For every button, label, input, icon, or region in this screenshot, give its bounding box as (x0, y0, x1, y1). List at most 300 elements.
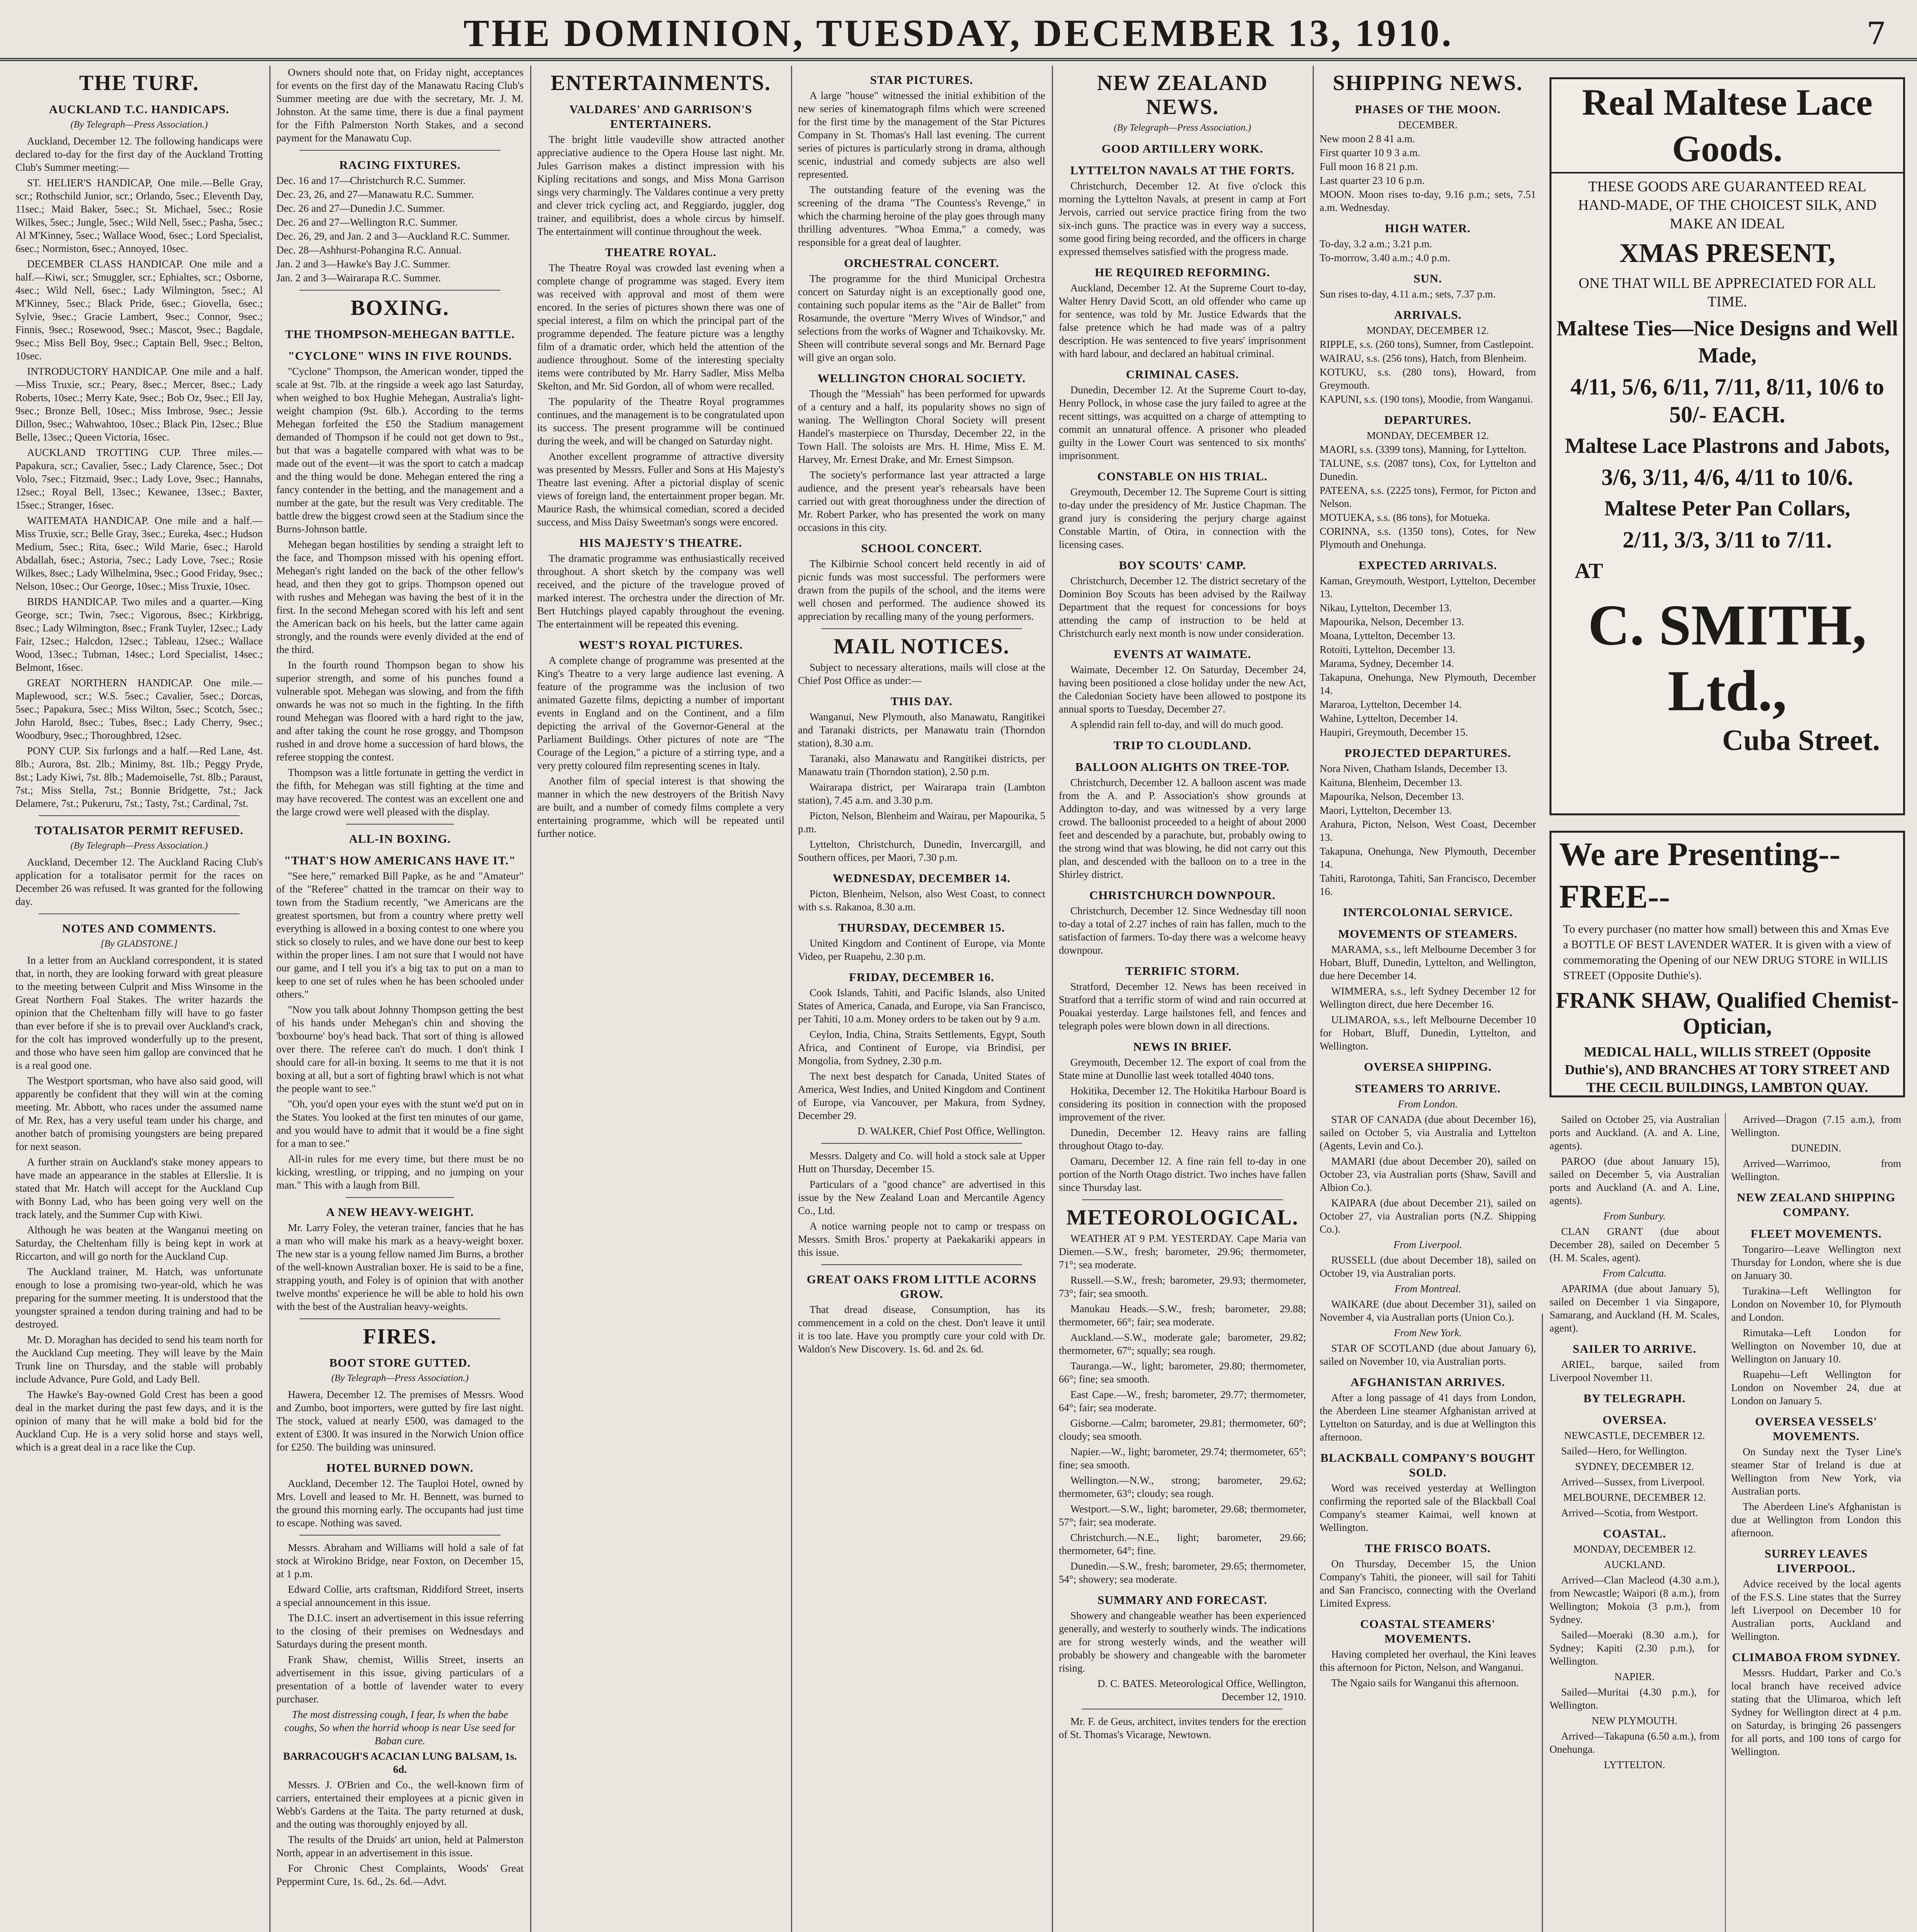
shipping-item: RUSSELL (due about December 18), sailed on October 19, via Australian ports. (1320, 1254, 1536, 1279)
advert-xmas: XMAS PRESENT, (1619, 238, 1835, 268)
advert-at: AT (1575, 559, 1603, 583)
article-paragraph: Auckland, December 12. The Tauploi Hotel, owned by Mrs. Lovell and leased to Mr. H. Bennett, was burned to the ground this morning early. The occupants had just time to escape. Nothing was saved. (276, 1478, 524, 1529)
page-number: 7 (1866, 15, 1886, 51)
section-heading-entertainments: ENTERTAINMENTS. (551, 71, 771, 95)
subheading: CLIMABOA FROM SYDNEY. (1732, 1650, 1900, 1664)
subheading: COASTAL. (1603, 1527, 1666, 1540)
subheading: BOY SCOUTS' CAMP. (1119, 558, 1246, 572)
section-heading-meteorological: METEOROLOGICAL. (1066, 1206, 1299, 1230)
shipping-item: Maori, Lyttelton, December 13. (1320, 804, 1452, 816)
weather-report: Auckland.—S.W., moderate gale; barometer, 29.82; thermometer, 67°; squally; sea rough. (1059, 1332, 1306, 1356)
advert-text: ONE THAT WILL BE APPRECIATED FOR ALL TIME. (1579, 275, 1876, 310)
shipping-item: MAMARI (due about December 20), sailed on October 23, via Australian ports (Shaw, Savill and Albion Co.). (1320, 1155, 1536, 1193)
weather-report: Napier.—W., light; barometer, 29.74; thermometer, 65°; fine; sea smooth. (1059, 1446, 1306, 1471)
frank-shaw-advert (1550, 831, 1905, 1097)
advert-item: Maltese Ties—Nice Designs and Well Made, (1556, 316, 1898, 367)
list-line: Last quarter 23 10 6 p.m. (1320, 175, 1425, 186)
notice-paragraph: A notice warning people not to camp or trespass on Messrs. Smith Bros.' property at Paekakariki appears in this issue. (798, 1220, 1045, 1258)
subheading: HOTEL BURNED DOWN. (326, 1461, 474, 1475)
notice-paragraph: For Chronic Chest Complaints, Woods' Great Peppermint Cure, 1s. 6d., 2s. 6d.—Advt. (276, 1862, 524, 1887)
list-line: From Calcutta. (1602, 1267, 1667, 1279)
weather-report: Wellington.—N.W., strong; barometer, 29.62; thermometer, 63°; cloudy; sea rough. (1059, 1475, 1306, 1499)
shipping-item: ULIMAROA, s.s., left Melbourne December 10 for Hobart, Bluff, Dunedin, Lyttelton, and Wellington. (1320, 1014, 1536, 1052)
subheading: CONSTABLE ON HIS TRIAL. (1097, 469, 1268, 483)
shipping-item: Mapourika, Nelson, December 13. (1320, 791, 1464, 802)
shipping-item: Mapourika, Nelson, December 13. (1320, 616, 1464, 628)
subheading: VALDARES' AND GARRISON'S ENTERTAINERS. (569, 102, 752, 131)
shipping-item: STAR OF CANADA (due about December 16), sailed on October 5, via Australia and Lyttelton (Agents, Levin and Co.). (1320, 1114, 1536, 1151)
article-paragraph: Auckland, December 12. At the Supreme Court to-day, Walter Henry David Scott, an old offender who came up for sentence, was told by Mr. Justice Edwards that the false pretence which he had made was of a paltry description. He was sentenced to five years' imprisonment with hard labour, and declared an habitual criminal. (1059, 282, 1306, 359)
subheading: HIGH WATER. (1385, 221, 1471, 235)
shipping-item: Arrived—Clan Macleod (4.30 a.m.), from Newcastle; Waipori (8 a.m.), from Wellington; Mokoia (3 p.m.), from Sydney. (1550, 1574, 1720, 1625)
shipping-item: KOTUKU, s.s. (280 tons), Howard, from Greymouth. (1320, 366, 1536, 391)
subheading: OVERSEA. (1602, 1413, 1667, 1427)
article-paragraph: "Now you talk about Johnny Thompson getting the best of his hands under Mehegan's chin and shoving the 'boxbourne' boy's head back. That sort of thing is allowed over there. The referee can't do much. I don't think I should care for all-in boxing. It seems to me that it is not boxing at all, but a sort of fighting brawl which is not what the people want to see." (276, 1004, 524, 1094)
weather-report: Westport.—S.W., light; barometer, 29.68; thermometer, 57°; fair; sea moderate. (1059, 1503, 1306, 1528)
mail-item: Wanganui, New Plymouth, also Manawatu, Rangitikei and Taranaki districts, per Manawatu train (Thorndon station), 8.30 a.m. (798, 711, 1045, 749)
subheading: SAILER TO ARRIVE. (1573, 1342, 1696, 1355)
subheading: "CYCLONE" WINS IN FIVE ROUNDS. (288, 349, 512, 362)
advert-text: THESE GOODS ARE GUARANTEED REAL HAND-MADE, OF THE CHOICEST SILK, AND MAKE AN IDEAL (1578, 179, 1877, 232)
list-line: DUNEDIN. (1791, 1142, 1841, 1154)
article-paragraph: The popularity of the Theatre Royal programmes continues, and the management is to be congratulated upon its success. The present programme will be continued during the week, and will be changed on Saturday night. (537, 396, 784, 447)
advert-merchant: FRANK SHAW, Qualified Chemist-Optician, (1556, 988, 1899, 1039)
shipping-item: Nora Niven, Chatham Islands, December 13. (1320, 763, 1507, 774)
subheading: AFGHANISTAN ARRIVES. (1350, 1375, 1505, 1389)
subheading: STAR PICTURES. (870, 73, 973, 87)
list-line: From London. (1398, 1098, 1458, 1110)
subheading: PHASES OF THE MOON. (1355, 102, 1501, 116)
shipping-item: WAIKARE (due about December 31), sailed on November 4, via Australian ports (Union Co.). (1320, 1298, 1536, 1323)
subheading: NEWS IN BRIEF. (1133, 1040, 1232, 1053)
article-paragraph: After a long passage of 41 days from London, the Aberdeen Line steamer Afghanistan arrived at Lyttelton on Saturday, and is due at Wellington this afternoon. (1320, 1392, 1536, 1443)
article-paragraph: Auckland, December 12. The following handicaps were declared to-day for the first day of the Auckland Trotting Club's Summer meeting:— (15, 135, 263, 173)
subheading: BALLOON ALIGHTS ON TREE-TOP. (1075, 760, 1290, 774)
shipping-item: Arrived—Takapuna (6.50 a.m.), from Onehunga. (1550, 1730, 1720, 1755)
article-paragraph: "Oh, you'd open your eyes with the stunt we'd put on in the States. You looked at the first ten minutes of our game, and you would have to admit that it would be a fine sight for a man to see." (276, 1098, 524, 1149)
column-6 (1320, 66, 1536, 1932)
mail-item: Picton, Nelson, Blenheim and Wairau, per Mapourika, 5 p.m. (798, 810, 1045, 835)
shipping-item: MARAMA, s.s., left Melbourne December 3 for Hobart, Bluff, Dunedin, Lyttelton, and Wellington, due here December 14. (1320, 944, 1536, 981)
mail-item: Lyttelton, Christchurch, Dunedin, Invercargill, and Southern offices, per Maori, 7.30 p.m. (798, 838, 1045, 863)
column-rule (1052, 66, 1053, 1932)
fixture-item: Dec. 16 and 17—Christchurch R.C. Summer. (276, 175, 466, 186)
article-paragraph: A further strain on Auckland's stake money appears to have made an appearance in the stables at Ellerslie. It is stated that Mr. Hatch will accept for the Auckland Cup with Bonny Lad, who has been going very well on the track lately, and the Summer Cup with Kiwi. (15, 1156, 263, 1220)
subheading: THEATRE ROYAL. (605, 245, 716, 259)
divider (821, 628, 1022, 629)
article-paragraph: Mr. Larry Foley, the veteran trainer, fancies that he has a man who will make his mark as a heavy-weight boxer. The new star is a young fellow named Jim Burns, a brother of the well-known Australian boxer. He is said to be a fine, strapping youth, and Foley is of opinion that with another twelve months' experience he will be able to hold his own with the best of the Australian heavy-weights. (276, 1222, 524, 1312)
shipping-item: Arrived—Sussex, from Liverpool. (1561, 1476, 1705, 1488)
article-paragraph: Mr. D. Moraghan has decided to send his team north for the Auckland Cup meeting. They will leave by the Main Trunk line on Thursday, and the stable will probably include Advance, Pure Gold, and Lady Bell. (15, 1334, 263, 1385)
shipping-item: RIPPLE, s.s. (260 tons), Sumner, from Castlepoint. (1320, 338, 1534, 350)
subheading: SURREY LEAVES LIVERPOOL. (1764, 1547, 1868, 1575)
article-paragraph: The programme for the third Municipal Orchestra concert on Saturday night is an exceptionally good one, containing such popular items as the "Air de Ballet" from Rosamunde, the overture "Merry Wives of Windsor," and selections from the works of Wagner and Tchaikovsky. Mr. Sheen will contribute several songs and Mr. Bernard Page will give an organ solo. (798, 273, 1045, 363)
article-paragraph: Advice received by the local agents of the F.S.S. Line states that the Surrey left Liverpool on December 10 for Australian ports, Auckland and Wellington. (1731, 1578, 1901, 1642)
subheading: MOVEMENTS OF STEAMERS. (1338, 927, 1518, 940)
subheading: CRIMINAL CASES. (1126, 367, 1239, 381)
signature: D. C. BATES. Meteorological Office, Wellington, December 12, 1910. (1097, 1678, 1306, 1702)
shipping-item: Sailed on October 25, via Australian ports and Auckland. (A. and A. Line, agents). (1550, 1114, 1720, 1151)
shipping-item: WAIRAU, s.s. (256 tons), Hatch, from Blenheim. (1320, 352, 1527, 364)
credit-line: [By GLADSTONE.] (100, 939, 178, 949)
shipping-item: Arrived—Warrimoo, from Wellington. (1731, 1158, 1901, 1182)
article-paragraph: A large "house" witnessed the initial exhibition of the new series of kinematograph films which were screened for the first time by the management of the Star Pictures Company in St. Thomas's Hall last evening. The current series of pictures is particularly strong in drama, although scenic, industrial and comedy subjects are also well represented. (798, 90, 1045, 180)
subheading: EVENTS AT WAIMATE. (1114, 647, 1251, 661)
divider (39, 913, 240, 914)
advert-price: 4/11, 5/6, 6/11, 7/11, 8/11, 10/6 to 50/- EACH. (1570, 374, 1884, 427)
shipping-item: Kaituna, Blenheim, December 13. (1320, 777, 1462, 788)
weather-report: East Cape.—W., fresh; barometer, 29.77; thermometer, 64°; fair; sea moderate. (1059, 1389, 1306, 1413)
article-paragraph: That dread disease, Consumption, has its commencement in a cold on the chest. Don't leave it until it is too late. Have you promptly cure your cold with Dr. Waldon's New Discovery. 1s. 6d. and 2s. 6d. (798, 1304, 1045, 1355)
shipping-item: Tahiti, Rarotonga, Tahiti, San Francisco, December 16. (1320, 872, 1536, 897)
shipping-item: MOTUEKA, s.s. (86 tons), for Motueka. (1320, 512, 1490, 523)
fixture-item: Dec. 28—Ashhurst-Pohangina R.C. Annual. (276, 244, 462, 256)
shipping-item: Wahine, Lyttelton, December 14. (1320, 713, 1458, 724)
article-paragraph: BIRDS HANDICAP. Two miles and a quarter.—King George, scr.; Twin, 7sec.; Vigorous, 8sec.; Kirkbrigg, 8sec.; Lady Wilmington, 8sec.; Frank Tuyler, 12sec.; Lady Fair, 12sec.; Halcdon, 12sec.; Tableau, 12sec.; Wallace Wood, 13sec.; Tubman, 14sec.; Lord Specialist, 14sec.; Belmont, 16sec. (15, 596, 263, 673)
list-line: From Sunbury. (1603, 1210, 1666, 1222)
list-line: Sun rises to-day, 4.11 a.m.; sets, 7.37 p.m. (1320, 288, 1496, 300)
article-paragraph: Another excellent programme of attractive diversity was presented by Messrs. Fuller and Sons at His Majesty's Theatre last evening. After a pictorial display of scenic views of foreign land, the entertainment proper began. Mr. Maurice Rash, the whimsical comedian, scored a decided success, and Miss Daisy Sweetman's songs were encored. (537, 451, 784, 528)
shipping-item: PATEENA, s.s. (2225 tons), Fermor, for Picton and Nelson. (1320, 485, 1536, 509)
article-paragraph: A splendid rain fell to-day, and will do much good. (1070, 719, 1283, 730)
notice-paragraph: Frank Shaw, chemist, Willis Street, inserts an advertisement in this issue, giving particulars of a presentation of a bottle of lavender water to every purchaser. (276, 1654, 524, 1705)
subheading: WEDNESDAY, DECEMBER 14. (833, 871, 1010, 885)
list-line: To-morrow, 3.40 a.m.; 4.0 p.m. (1320, 252, 1450, 264)
article-paragraph: INTRODUCTORY HANDICAP. One mile and a half.—Miss Truxie, scr.; Peary, 8sec.; Mercer, 8sec.; Lady Roberts, 10sec.; Merry Kate, 9sec.; Bob Oz, 9sec.; Ell Jay, 9sec.; Bronze Bell, 10sec.; Miss Imbrose, 9sec.; Jessie Dillon, 9sec.; Wahwahtoo, 10sec.; Black Pin, 12sec.; Blue Belle, 13sec.; Queen Victoria, 16sec. (15, 366, 263, 443)
column-rule (1313, 66, 1314, 1932)
subheading: INTERCOLONIAL SERVICE. (1343, 905, 1513, 919)
article-paragraph: Thompson was a little fortunate in getting the verdict in the fifth, for Mehegan was still fighting at the time and may have recovered. The contest was an excellent one and the large crowd were well pleased with the display. (276, 767, 524, 818)
shipping-item: Arrived—Dragon (7.15 a.m.), from Wellington. (1731, 1114, 1901, 1138)
article-paragraph: Dunedin, December 12. Heavy rains are falling throughout Otago to-day. (1059, 1127, 1306, 1151)
article-paragraph: Having completed her overhaul, the Kini leaves this afternoon for Picton, Nelson, and Wanganui. (1320, 1648, 1536, 1673)
shipping-item: Nikau, Lyttelton, December 13. (1320, 602, 1452, 614)
article-paragraph: The outstanding feature of the evening was the screening of the drama "The Countess's Revenge," in which the charming heroine of the play goes through many thrilling adventures. "Whoa Emma," a comedy, was responsible for a great deal of laughter. (798, 184, 1045, 248)
mail-item: The next best despatch for Canada, United States of America, West Indies, and United Kingdom and Continent of Europe, via Vancouver, per Makura, from Sydney, December 29. (798, 1070, 1045, 1121)
article-paragraph: The Theatre Royal was crowded last evening when a complete change of programme was staged. Every item was received with approval and most of them were encored. In the series of pictures shown there was one of special interest, a film on which the principal part of the programme depended. The feature picture was a lengthy film of a dramatic order, which held the attention of the audience throughout. Some of the interesting specialty items were contributed by Mr. Harry Sadler, Miss Melba Skelton, and Mr. Sid Gordon, all of whom were recalled. (537, 262, 784, 392)
notice-paragraph: The results of the Druids' art union, held at Palmerston North, appear in an advertisement in this issue. (276, 1834, 524, 1859)
article-paragraph: "See here," remarked Bill Papke, as he and "Amateur" of the "Referee" chatted in the tramcar on their way to town from the Stadium recently, "we Americans are the greatest sportsmen, but from a country where pretty well everything is allowed in a boxing contest to one where you stick so closely to rules, and we have done our best to keep within the proper lines. I am not sure that I would not have our game, and I tell you it's a big tax to put on a man to keep to one set of rules when he has been schooled under others." (276, 870, 524, 1000)
shipping-item: KAPUNI, s.s. (190 tons), Moodie, from Wanganui. (1320, 393, 1533, 405)
divider (299, 150, 500, 151)
shipping-item: WIMMERA, s.s., left Sydney December 12 for Wellington direct, due here December 16. (1320, 985, 1536, 1010)
list-line: MELBOURNE, DECEMBER 12. (1563, 1492, 1706, 1503)
section-heading-turf: THE TURF. (79, 71, 199, 95)
mail-item: Picton, Blenheim, Nelson, also West Coast, to connect with s.s. Rakanoa, 8.30 a.m. (798, 888, 1045, 913)
subheading: HIS MAJESTY'S THEATRE. (579, 536, 742, 549)
subheading: WEST'S ROYAL PICTURES. (578, 638, 743, 651)
subheading: ARRIVALS. (1394, 308, 1462, 321)
article-paragraph: Although he was beaten at the Wanganui meeting on Saturday, the Cheltenham filly is being kept in work at Riccarton, and will go north for the Auckland Cup. (15, 1224, 263, 1262)
advert-merchant: C. SMITH, Ltd., (1588, 593, 1867, 723)
subheading: WELLINGTON CHORAL SOCIETY. (817, 371, 1026, 385)
article-paragraph: Subject to necessary alterations, mails will close at the Chief Post Office as under:— (798, 662, 1045, 686)
shipping-item: Kaman, Greymouth, Westport, Lyttelton, December 13. (1320, 575, 1536, 600)
article-paragraph: PONY CUP. Six furlongs and a half.—Red Lane, 4st. 8lb.; Aurora, 8st. 2lb.; Minimy, 8st. 1lb.; Peggy Pryde, 8st.; Lady Kiwi, 7st. 8lb.; Mademoiselle, 7st. 8lb.; Paraust, 7st.; Miss Stella, 7st.; Bonnie Bridgette, 7st.; Jack Delamere, 7st.; Pukeruru, 7st.; Tasty, 7st.; Cardinal, 7st. (15, 745, 263, 809)
shipping-item: Sailed—Muritai (4.30 p.m.), for Wellington. (1550, 1686, 1720, 1711)
mail-item: Cook Islands, Tahiti, and Pacific Islands, also United States of America, Canada, and Europe, via San Francisco, per Tahiti, 10 a.m. Money orders to be taken out by 9 a.m. (798, 987, 1045, 1025)
shipping-item: Sailed—Hero, for Wellington. (1561, 1445, 1687, 1457)
column-3 (537, 66, 784, 1932)
subheading: STEAMERS TO ARRIVE. (1355, 1082, 1501, 1095)
article-paragraph: DECEMBER CLASS HANDICAP. One mile and a half.—Kiwi, scr.; Smuggler, scr.; Ephialtes, scr.; Osborne, 4sec.; Wild Nell, 6sec.; Lady Wilmington, 5sec.; Al M'Kinney, 5sec.; Black Pride, 6sec.; Giovella, 6sec.; Sylvie, 9sec.; Gracie Lambert, 9sec.; Connor, 9sec.; Finnis, 9sec.; Rosewood, 9sec.; Mascot, 9sec.; Bagdale, 9sec.; Miss Bell Boy, 9sec.; Captain Bell, 9sec.; Belton, 10sec. (15, 258, 263, 362)
poem: The most distressing cough, I fear, Is when the babe coughs, So when the horrid whoop is near Use seed for Baban cure. (284, 1709, 515, 1747)
article-paragraph: The Aberdeen Line's Afghanistan is due at Wellington from London this afternoon. (1731, 1501, 1901, 1539)
shipping-item: Moana, Lyttelton, December 13. (1320, 630, 1455, 641)
article-paragraph: Owners should note that, on Friday night, acceptances for events on the first day of the Manawatu Racing Club's Summer meeting are due with the secretary, Mr. J. M. Johnston. At the same time, there is due a final payment for the Fifth Palmerston North Stakes, and a second payment for the Manawatu Cup. (276, 66, 524, 144)
mail-item: Wairarapa district, per Wairarapa train (Lambton station), 7.45 a.m. and 3.30 p.m. (798, 781, 1045, 806)
shipping-item: Rotoiti, Lyttelton, December 13. (1320, 644, 1455, 655)
divider (299, 1318, 500, 1319)
weather-report: Russell.—S.W., fresh; barometer, 29.93; thermometer, 73°; fair; sea smooth. (1059, 1274, 1306, 1299)
subheading: A NEW HEAVY-WEIGHT. (326, 1205, 474, 1219)
article-paragraph: The Westport sportsman, who have also said good, will apparently be confident that they will win at the coming meeting. Mr. Abbott, who races under the assumed name of Mr. Rex, has a very useful team under his charge, and another batch of promising youngsters are being prepared for next season. (15, 1075, 263, 1152)
shipping-item: Haupiri, Greymouth, December 15. (1320, 726, 1468, 738)
article-paragraph: Greymouth, December 12. The Supreme Court is sitting to-day under the presidency of Mr. Justice Chapman. The grand jury is considering the perjury charge against Constable Martin, of Otira, in connection with the licensing cases. (1059, 486, 1306, 550)
divider (299, 1535, 500, 1536)
article-paragraph: Christchurch, December 12. A balloon ascent was made from the A. and P. Association's show grounds at Addington to-day, and was witnessed by a very large crowd. The balloonist proceeded to a height of about 2000 feet and descended by a parachute, but, probably owing to the strong wind that was blowing, he did not carry out this plan, and descended with the balloon on to a tree in the Shirley district. (1059, 777, 1306, 880)
article-paragraph: Showery and changeable weather has been experienced generally, and westerly to southerly winds. The indications are for strong westerly winds, and the weather will probably be showery and changeable with the barometer rising. (1059, 1610, 1306, 1674)
shipping-item: Takapuna, Onehunga, New Plymouth, December 14. (1320, 845, 1536, 870)
notice-paragraph: Particulars of a "good chance" are advertised in this issue by the New Zealand Loan and Mercantile Agency Co., Ltd. (798, 1179, 1045, 1216)
weather-report: Dunedin.—S.W., fresh; barometer, 29.65; thermometer, 54°; showery; sea moderate. (1059, 1560, 1306, 1585)
section-heading-shipping: SHIPPING NEWS. (1333, 71, 1523, 95)
article-paragraph: GREAT NORTHERN HANDICAP. One mile.—Maplewood, scr.; W.S. 5sec.; Cavalier, 5sec.; Dorcas, 5sec.; Papakura, 5sec.; Miss Wilton, 5sec.; Scotch, 5sec.; John Harold, 8sec.; Tubes, 8sec.; Lady Cherry, 9sec.; Woodbury, 9sec.; Thoroughbred, 12sec. (15, 677, 263, 741)
subheading: DEPARTURES. (1384, 413, 1471, 427)
fixture-item: Dec. 26 and 27—Wellington R.C. Summer. (276, 216, 458, 228)
subheading: OVERSEA SHIPPING. (1364, 1060, 1492, 1073)
shipping-item: TALUNE, s.s. (2087 tons), Cox, for Lyttelton and Dunedin. (1320, 457, 1536, 482)
fixture-item: Jan. 2 and 3—Hawke's Bay J.C. Summer. (276, 258, 451, 270)
article-paragraph: The Auckland trainer, M. Hatch, was unfortunate enough to lose a promising two-year-old, which he was preparing for the summer meeting. It is understood that the youngster sprained a tendon during training and had to be destroyed. (15, 1266, 263, 1330)
article-paragraph: Though the "Messiah" has been performed for upwards of a century and a half, its popularity shows no sign of waning. The Wellington Choral Society will present Handel's masterpiece on Thursday, December 22, in the Town Hall. The soloists are Mrs. H. Hime, Miss E. M. Harvey, Mr. Ernest Drake, and Mr. Ernest Simpson. (798, 388, 1045, 465)
subheading: SUN. (1414, 272, 1442, 285)
column-1 (15, 66, 263, 1932)
column-5 (1059, 66, 1306, 1932)
notice-paragraph: Mr. F. de Geus, architect, invites tenders for the erection of St. Thomas's Vicarage, Newtown. (1059, 1716, 1306, 1740)
shipping-item: APARIMA (due about January 5), sailed on December 1 via Singapore, Samarang, and Auckland (H. M. Scales, agent). (1550, 1283, 1720, 1334)
fixture-item: Dec. 26 and 27—Dunedin J.C. Summer. (276, 202, 445, 214)
divider (821, 1264, 1022, 1265)
subheading: PROJECTED DEPARTURES. (1344, 746, 1511, 760)
shipping-item: Takapuna, Onehunga, New Plymouth, December 14. (1320, 672, 1536, 696)
article-paragraph: AUCKLAND TROTTING CUP. Three miles.—Papakura, scr.; Cavalier, 5sec.; Lady Clarence, 5sec.; Dot Volo, 7sec.; Fitzmaid, 9sec.; Lady Love, 9sec.; Hannahs, 12sec.; Royal Bell, 13sec.; Kewanee, 13sec.; Baxter, 15sec.; Stranger, 16sec. (15, 447, 263, 511)
article-paragraph: Hokitika, December 12. The Hokitika Harbour Board is considering its position in connection with the proposed improvement of the river. (1059, 1085, 1306, 1123)
advert-address: Cuba Street. (1722, 724, 1880, 757)
fixture-item: Jan. 2 and 3—Wairarapa R.C. Summer. (276, 272, 441, 284)
article-paragraph: Messrs. Huddart, Parker and Co.'s local branch have received advice stating that the Ulimaroa, which left Sydney for Wellington direct at 4 p.m. on Saturday, is bringing 26 passengers for all ports, and 100 tons of cargo for Wellington. (1731, 1667, 1901, 1757)
subheading: COASTAL STEAMERS' MOVEMENTS. (1360, 1617, 1495, 1645)
shipping-item: STAR OF SCOTLAND (due about January 6), sailed on November 10, via Australian ports. (1320, 1342, 1536, 1367)
column-2 (276, 66, 524, 1932)
subheading: BY TELEGRAPH. (1583, 1391, 1686, 1405)
shipping-item: KAIPARA (due about December 21), sailed on October 27, via Australian ports (N.Z. Shipping Co.). (1320, 1197, 1536, 1235)
article-paragraph: Dunedin, December 12. At the Supreme Court to-day, Henry Pollock, in whose case the jury failed to agree at the recent sittings, was acquitted on a charge of attempting to commit an unnatural offence. A prisoner who pleaded guilty in the Lower Court was sentenced to six months' imprisonment. (1059, 384, 1306, 461)
article-paragraph: The bright little vaudeville show attracted another appreciative audience to the Opera House last night. Mr. Jules Garrison makes a distinct impression with his Kipling recitations and songs, and Miss Mona Garrison sings very charmingly. The Valdares continue a very pretty and clever trick cycling act, and Reggiardo, juggler, dog trainer, and equilibrist, does a whole circus by himself. The entertainment will continue throughout the week. (537, 134, 784, 237)
shipping-item: Ruapehu—Left Wellington for London on November 24, due at London on January 5. (1731, 1369, 1901, 1406)
subheading: BLACKBALL COMPANY'S BOUGHT SOLD. (1320, 1451, 1535, 1479)
column-rule (530, 66, 531, 1932)
article-paragraph: Christchurch, December 12. At five o'clock this morning the Lyttelton Navals, at present in camp at Fort Jervois, carried out service practice firing from the two six-inch guns. The practice was in every way a success, some good firing being recorded, and the officers in charge expressed themselves satisfied with the progress made. (1059, 180, 1306, 257)
list-line: From Montreal. (1395, 1283, 1461, 1294)
divider (346, 1197, 454, 1198)
list-line: MOON. Moon rises to-day, 9.16 p.m.; sets, 7.51 a.m. Wednesday. (1320, 189, 1536, 213)
article-paragraph: Christchurch, December 12. Since Wednesday till noon to-day a total of 2.27 inches of rain has fallen, much to the satisfaction of farmers. To-day there was a welcome heavy downpour. (1059, 905, 1306, 956)
column-rule (791, 66, 792, 1932)
article-paragraph: Another film of special interest is that showing the manner in which the new destroyers of the British Navy are built, and a number of comedy films complete a very entertaining programme, which will be repeated until further notice. (537, 775, 784, 839)
list-line: MONDAY, DECEMBER 12. (1366, 430, 1489, 441)
article-paragraph: Auckland, December 12. The Auckland Racing Club's application for a totalisator permit for the races on December 26 was refused. It was granted for the following day. (15, 856, 263, 907)
weather-report: Gisborne.—Calm; barometer, 29.81; thermometer, 60°; cloudy; sea smooth. (1059, 1417, 1306, 1442)
advert-heading: Real Maltese Lace Goods. (1551, 79, 1903, 173)
article-paragraph: All-in rules for me every time, but there must be no kicking, wrestling, or tripping, and no jumping on your man." This with a laugh from Bill. (276, 1153, 524, 1191)
column-rule (269, 66, 270, 1932)
list-line: SYDNEY, DECEMBER 12. (1575, 1461, 1694, 1472)
subheading: THIS DAY. (890, 694, 953, 708)
subheading: THE FRISCO BOATS. (1365, 1541, 1491, 1555)
article-paragraph: "Cyclone" Thompson, the American wonder, tipped the scale at 9st. 7lb. at the ringside a week ago last Saturday, when weighed to box Hughie Mehegan, Australia's light-weight champion (9st. 6lb.). According to the terms Mehegan forfeited the £50 the Stadium management demanded of Thompson if he could not get down to 9st., but that was a bagatelle compared with what was to be made out of the event—it was the sport to catch a madcap and the thing would be done. Mehegan entered the ring a fancy contender in the betting, and the management and a number at the gate, but the result was Very creditable. The battle drew the biggest crowd seen at the Stadium since the Burns-Johnson battle. (276, 366, 524, 535)
subheading: TERRIFIC STORM. (1125, 964, 1240, 978)
shipping-item: CORINNA, s.s. (1350 tons), Cotes, for New Plymouth and Onehunga. (1320, 526, 1536, 550)
advert-heading: We are Presenting--FREE-- (1559, 835, 1840, 915)
list-line: From New York. (1394, 1327, 1462, 1338)
subheading: FRIDAY, DECEMBER 16. (849, 970, 994, 984)
article-paragraph: Stratford, December 12. News has been received in Stratford that a terrific storm of wind and rain occurred at Pouakai yesterday. Large hailstones fell, and fences and telegraph poles were blown down in all directions. (1059, 981, 1306, 1032)
subheading: LYTTELTON NAVALS AT THE FORTS. (1070, 163, 1295, 177)
subheading: SUMMARY AND FORECAST. (1097, 1593, 1267, 1607)
notice-paragraph: Messrs. J. O'Brien and Co., the well-known firm of carriers, entertained their employees at a picnic given in Webb's Gardens at the Taita. The party returned at dusk, and the outing was thoroughly enjoyed by all. (276, 1779, 524, 1830)
advert-item: Maltese Peter Pan Collars, (1604, 497, 1851, 520)
mail-item: Ceylon, India, China, Straits Settlements, Egypt, South Africa, and Continent of Europe, via Brindisi, per Mongolia, from Sydney, 2.30 p.m. (798, 1029, 1045, 1066)
subheading: GOOD ARTILLERY WORK. (1101, 142, 1264, 155)
shipping-item: Sailed—Moeraki (8.30 a.m.), for Sydney; Kapiti (2.30 p.m.), for Wellington. (1550, 1629, 1720, 1667)
notice-paragraph: Messrs. Dalgety and Co. will hold a stock sale at Upper Hutt on Thursday, December 15. (798, 1150, 1045, 1175)
column-4 (798, 66, 1045, 1932)
section-heading-fires: FIRES. (363, 1325, 437, 1349)
article-paragraph: A complete change of programme was presented at the King's Theatre to a very large audience last evening. A feature of the programme was the inclusion of two animated Gazette films, depicting a number of important events in England and on the Continent, and a film depicting the arrival of the Governor-General at the Parliament Buildings. Other pictures of note are "The Courage of the Legion," a picture of a stirring type, and a very pretty coloured film representing scenes in Italy. (537, 655, 784, 771)
list-line: LYTTELTON. (1604, 1759, 1665, 1770)
shipping-item: Rimutaka—Left London for Wellington on November 10, due at Wellington on January 10. (1731, 1327, 1901, 1365)
shipping-item: CLAN GRANT (due about December 28), sailed on December 5 (H. M. Scales, agent). (1550, 1226, 1720, 1264)
article-paragraph: Mehegan began hostilities by sending a straight left to the face, and Thompson missed with his opening effort. Mehegan's right landed on the back of the other fellow's head, and then they got to grips. Thompson opened out with rushes and Mehegan was having the best of it in the first. In the second Mehegan scored with his left and sent the American back on his heels, but the latter came again strongly, and the rounds were evenly divided at the end of the third. (276, 539, 524, 655)
subheading: THURSDAY, DECEMBER 15. (838, 921, 1005, 934)
article-paragraph: On Thursday, December 15, the Union Company's Tahiti, the pioneer, will sail for Tahiti and San Francisco, connecting with the Overland Limited Express. (1320, 1558, 1536, 1609)
subheading: NOTES AND COMMENTS. (62, 922, 216, 935)
fixture-item: Dec. 26, 29, and Jan. 2 and 3—Auckland R.C. Summer. (276, 230, 510, 242)
subheading: CHRISTCHURCH DOWNPOUR. (1089, 888, 1276, 902)
weather-report: Tauranga.—W., light; barometer, 29.80; thermometer, 66°; fine; sea smooth. (1059, 1360, 1306, 1385)
shipping-item: Marama, Sydney, December 14. (1320, 658, 1454, 669)
article-paragraph: In the fourth round Thompson began to show his superior strength, and some of his punches found a vulnerable spot. Mehegan was slowing, and from the fifth onwards he was not so much in the fighting. In the fifth round Mehegan was floored with a hard right to the jaw, and after taking the count he rose groggy, and Thompson rushed in and drove home a succession of hard blows, the referee stopping the contest. (276, 659, 524, 763)
advert-text: To every purchaser (no matter how small) between this and Xmas Eve a BOTTLE OF BEST LAVENDER WATER. It is given with a view of commemorating the Opening of our NEW DRUG STORE in WILLIS STREET (Opposite Duthie's). (1563, 923, 1891, 982)
subheading: TOTALISATOR PERMIT REFUSED. (34, 823, 244, 837)
credit-line: (By Telegraph—Press Association.) (70, 119, 208, 130)
subheading: GREAT OAKS FROM LITTLE ACORNS GROW. (806, 1272, 1037, 1301)
article-paragraph: The society's performance last year attracted a large audience, and the present year's rehearsals have been carried out with great thoroughness under the direction of Mr. Robert Parker, who has presented the work on many occasions in this city. (798, 469, 1045, 533)
advert-price: 3/6, 3/11, 4/6, 4/11 to 10/6. (1601, 464, 1853, 490)
section-heading-mail: MAIL NOTICES. (833, 634, 1010, 658)
list-line: DECEMBER. (1398, 119, 1458, 131)
notice-paragraph: The D.I.C. insert an advertisement in this issue referring to the closing of their premises on Wednesdays and Saturdays during the present month. (276, 1612, 524, 1650)
shipping-item: Arahura, Picton, Nelson, West Coast, December 13. (1320, 818, 1536, 843)
list-line: To-day, 3.2 a.m.; 3.21 p.m. (1320, 238, 1432, 250)
list-line: New moon 2 8 41 a.m. (1320, 133, 1415, 145)
advert-address: MEDICAL HALL, WILLIS STREET (Opposite Duthie's), AND BRANCHES AT TORY STREET AND THE CECIL BUILDINGS, LAMBTON QUAY. (1565, 1044, 1890, 1095)
article-paragraph: Hawera, December 12. The premises of Messrs. Wood and Zumbo, boot importers, were gutted by fire last night. The stock, valued at nearly £500, was damaged to the extent of £300. It was insured in the Norwich Union office for £250. The building was uninsured. (276, 1389, 524, 1453)
section-heading-boxing: BOXING. (350, 296, 449, 320)
weather-report: Manukau Heads.—S.W., fresh; barometer, 29.88; thermometer, 66°; fair; sea moderate. (1059, 1303, 1306, 1328)
article-paragraph: Greymouth, December 12. The export of coal from the State mine at Dunollie last week totalled 4040 tons. (1059, 1056, 1306, 1081)
divider (821, 1143, 1022, 1144)
subheading: RACING FIXTURES. (339, 158, 461, 172)
subheading: FLEET MOVEMENTS. (1750, 1227, 1882, 1240)
article-paragraph: The Hawke's Bay-owned Gold Crest has been a good deal in the market during the past few days, and it is the opinion of many that he will make a bold bid for the Auckland Cup. He is a very solid horse and stays well, which is a great deal in a race like the Cup. (15, 1389, 263, 1453)
subheading: ORCHESTRAL CONCERT. (844, 256, 999, 270)
list-line: NAPIER. (1614, 1671, 1655, 1682)
list-line: Full moon 16 8 21 p.m. (1320, 161, 1418, 172)
fixture-item: Dec. 23, 26, and 27—Manawatu R.C. Summer. (276, 189, 474, 200)
list-line: From Liverpool. (1393, 1239, 1462, 1250)
divider (1082, 1199, 1283, 1200)
shipping-item: Tongariro—Leave Wellington next Thursday for London, where she is due on January 30. (1731, 1243, 1901, 1281)
article-paragraph: Christchurch, December 12. The district secretary of the Dominion Boy Scouts has been advised by the Railway Department that the request for concessions for boys attending the camp of instruction to be held at Christchurch early next month is now under consideration. (1059, 575, 1306, 639)
article-paragraph: The dramatic programme was enthusiastically received throughout. A short sketch by the company was well received, and the picture of the travelogue proved of marked interest. The orchestra under the direction of Mr. Bert Hutchings played capably throughout the evening. The entertainment will be repeated this evening. (537, 553, 784, 630)
subheading: SCHOOL CONCERT. (861, 541, 982, 555)
article-paragraph: Word was received yesterday at Wellington confirming the reported sale of the Blackball Coal Company's steamer Kaimai, well known at Wellington. (1320, 1482, 1536, 1533)
list-line: AUCKLAND. (1604, 1559, 1665, 1570)
column-rule (1542, 1314, 1543, 1932)
mail-item: United Kingdom and Continent of Europe, via Monte Video, per Ruapehu, 2.30 p.m. (798, 937, 1045, 962)
article-paragraph: On Sunday next the Tyser Line's steamer Star of Ireland is due at Wellington from New York, via Australian ports. (1731, 1446, 1901, 1497)
list-line: First quarter 10 9 3 a.m. (1320, 147, 1420, 158)
article-paragraph: WAITEMATA HANDICAP. One mile and a half.—Miss Truxie, scr.; Belle Gray, 3sec.; Eureka, 4sec.; Hudson Medium, 5sec.; Rita, 6sec.; Wild Marie, 6sec.; Harold Abdallah, 6sec.; Astoria, 7sec.; Lady Love, 7sec.; Rosie Wilkes, 8sec.; Lady Wilhelmina, 9sec.; Good Friday, 9sec.; Nelson, 10sec.; Our George, 10sec.; Miss Truxie, 10sec. (15, 515, 263, 592)
signature: D. WALKER, Chief Post Office, Wellington. (857, 1125, 1045, 1137)
divider (346, 824, 454, 825)
subheading: ALL-IN BOXING. (349, 832, 451, 845)
subheading: BOOT STORE GUTTED. (329, 1356, 471, 1369)
list-line: NEWCASTLE, DECEMBER 12. (1564, 1430, 1705, 1441)
advert-price: 2/11, 3/3, 3/11 to 7/11. (1623, 527, 1832, 553)
subheading: AUCKLAND T.C. HANDICAPS. (49, 102, 230, 116)
divider (39, 815, 240, 816)
article-paragraph: The Kilbirnie School concert held recently in aid of picnic funds was most successful. The performers were drawn from the pupils of the school, and the items were well chosen and performed. The audience showed its appreciation by recalling many of the young performers. (798, 558, 1045, 622)
masthead-title: THE DOMINION, TUESDAY, DECEMBER 13, 1910. (463, 12, 1454, 54)
shipping-item: MAORI, s.s. (3399 tons), Manning, for Lyttelton. (1320, 444, 1527, 455)
maltese-lace-advert (1550, 77, 1905, 815)
credit-line: (By Telegraph—Press Association.) (1114, 122, 1251, 133)
credit-line: (By Telegraph—Press Association.) (331, 1373, 469, 1383)
mail-item: Taranaki, also Manawatu and Rangitikei districts, per Manawatu train (Thorndon station), 2.50 p.m. (798, 753, 1045, 777)
article-paragraph: The Ngaio sails for Wanganui this afternoon. (1331, 1677, 1519, 1689)
credit-line: (By Telegraph—Press Association.) (70, 840, 208, 851)
subheading: HE REQUIRED REFORMING. (1095, 265, 1270, 279)
divider (299, 290, 500, 291)
shipping-item: PAROO (due about January 15), sailed on December 5, via Australian ports and Auckland (A. and A. Line, agents). (1550, 1155, 1720, 1206)
subheading: THE THOMPSON-MEHEGAN BATTLE. (285, 327, 515, 341)
column-7 (1550, 1113, 1901, 1932)
advert-line: BARRACOUGH'S ACACIAN LUNG BALSAM, 1s. 6d. (283, 1750, 517, 1775)
section-heading-nz-news: NEW ZEALAND NEWS. (1097, 71, 1268, 119)
article-paragraph: Waimate, December 12. On Saturday, December 24, having been positioned a close holiday under the new Act, the Caledonian Society have been allowed to postpone its annual sports to Tuesday, December 27. (1059, 664, 1306, 715)
article-paragraph: In a letter from an Auckland correspondent, it is stated that, in north, they are looking forward with great pleasure to the meeting between Culprit and Miss Winsome in the Great Northern Foal Stakes. The writer hazards the opinion that the Cheltenham filly will have to go faster than ever before if she is to prevail over Auckland's crack, for the colt has improved wonderfully up to the present, and those who have seen him gallop are convinced that he is a real good one. (15, 954, 263, 1071)
subheading: EXPECTED ARRIVALS. (1358, 558, 1497, 572)
notice-paragraph: Messrs. Abraham and Williams will hold a sale of fat stock at Wirokino Bridge, near Foxton, on December 15, at 1 p.m. (276, 1542, 524, 1580)
subheading: OVERSEA VESSELS' MOVEMENTS. (1755, 1415, 1878, 1443)
subheading: NEW ZEALAND SHIPPING COMPANY. (1737, 1190, 1896, 1219)
weather-report: WEATHER AT 9 P.M. YESTERDAY. Cape Maria van Diemen.—S.W., fresh; barometer, 29.96; thermometer, 71°; sea moderate. (1059, 1233, 1306, 1270)
notice-paragraph: Edward Collie, arts craftsman, Riddiford Street, inserts a special announcement in this issue. (276, 1583, 524, 1608)
weather-report: Christchurch.—N.E., light; barometer, 29.66; thermometer, 64°; fine. (1059, 1532, 1306, 1556)
